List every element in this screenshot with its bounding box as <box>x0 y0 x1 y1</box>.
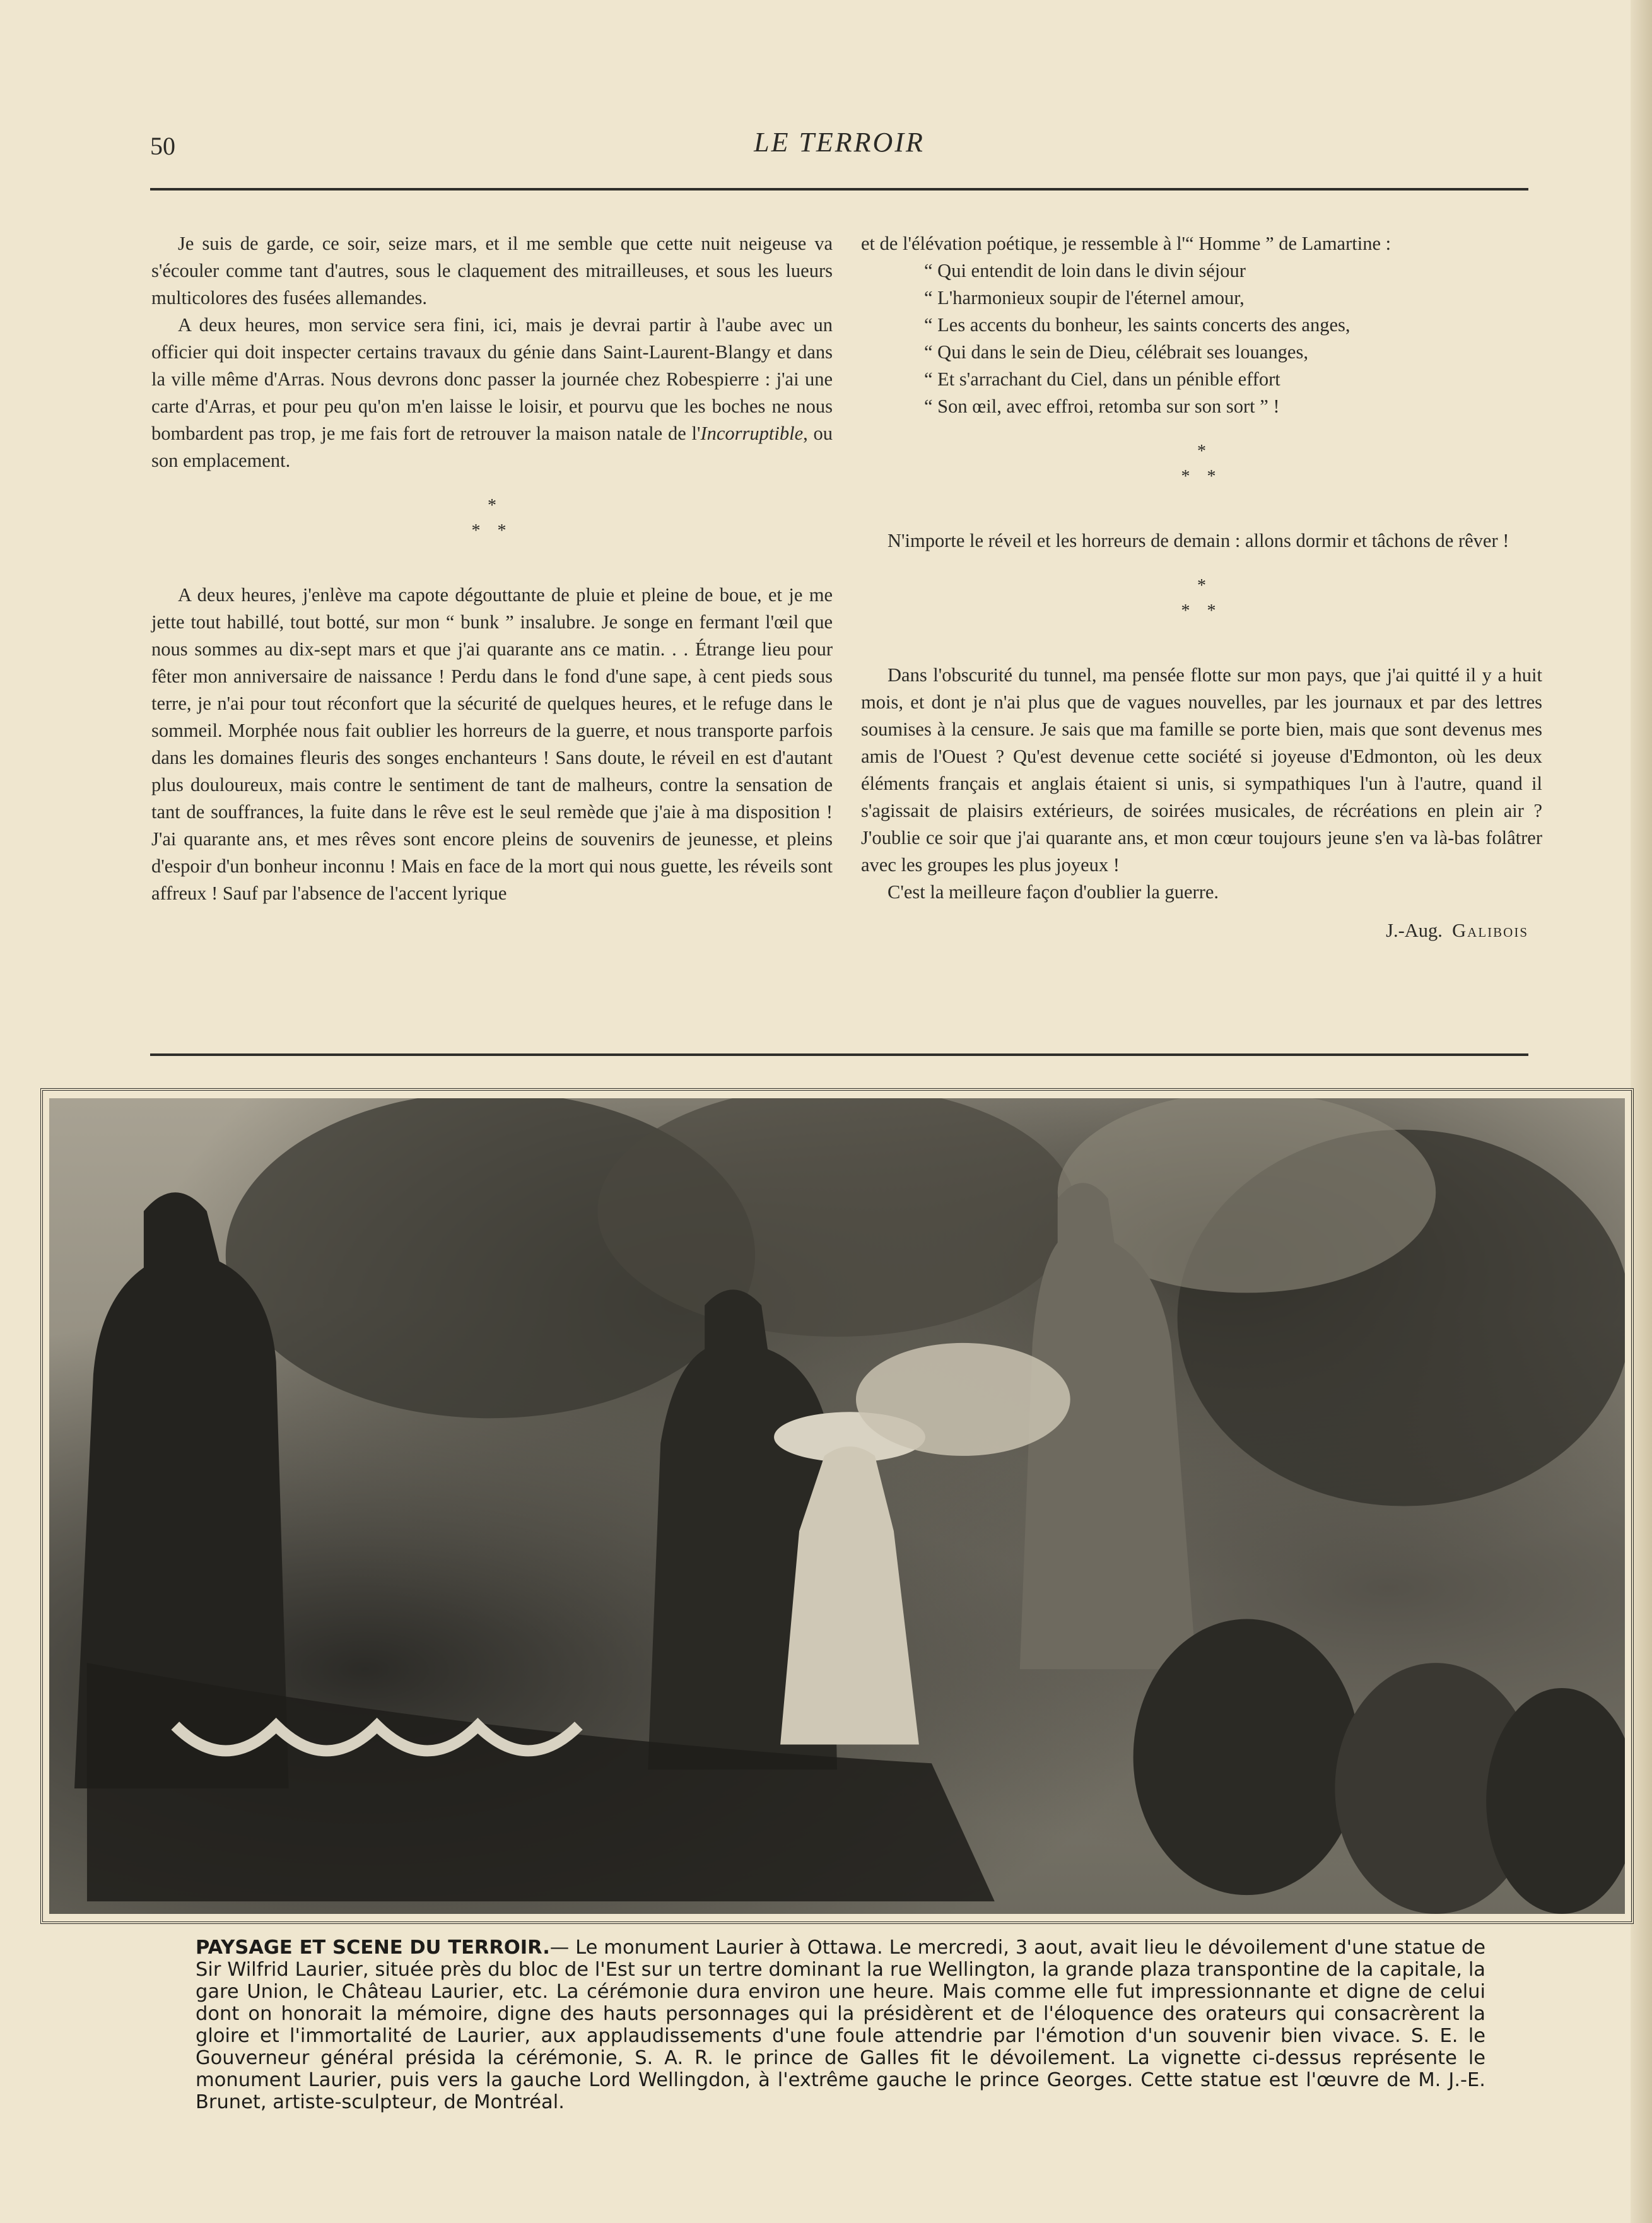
poem-line: “ Les accents du bonheur, les saints concerts des anges, <box>924 314 1350 336</box>
poem-quote <box>924 257 1542 420</box>
poem-line: “ L'harmonieux soupir de l'éternel amour, <box>924 287 1245 308</box>
poem-line: “ Et s'arrachant du Ciel, dans un pénible effort <box>924 368 1280 390</box>
paragraph: C'est la meilleure façon d'oublier la guerre. <box>888 881 1219 903</box>
photo-frame <box>40 1088 1634 1924</box>
paragraph: A deux heures, j'enlève ma capote dégouttante de pluie et pleine de boue, et je me jette tout habillé, tout botté, sur mon “ bunk ” insalubre. Je songe en fermant l'œil que nous sommes au dix-sept mars et que j'ai quarante ans ce matin. . . Étrange lieu pour fêter mon anniversaire de naissance ! Perdu dans le fond d'une sape, à cent pieds sous terre, je n'ai pour tout réconfort que la sécurité de quelques heures, et le refuge dans le sommeil. Morphée nous fait oublier les horreurs de la guerre, et nous transporte parfois dans les domaines fleuris des songes enchanteurs ! Sans doute, le réveil en est d'autant plus douloureux, mais contre le sentiment de tant de malheurs, contre la sensation de tant de souffrances, la fuite dans le rêve est le seul remède que j'aie à ma disposition ! J'ai quarante ans, et mes rêves sont encore pleins de souvenirs de jeunesse, et pleins d'espoir d'un bonheur inconnu ! Mais en face de la mort qui nous guette, les réveils sont affreux ! Sauf par l'absence de l'accent lyrique <box>151 584 833 904</box>
photo-caption <box>196 1937 1485 2113</box>
asterism: * * * <box>1181 576 1222 621</box>
paragraph: et de l'élévation poétique, je ressemble à l'“ Homme ” de Lamartine : <box>861 233 1391 254</box>
caption-title: PAYSAGE ET SCENE DU TERROIR. <box>196 1937 550 1959</box>
caption-text: — Le monument Laurier à Ottawa. Le mercredi, 3 aout, avait lieu le dévoilement d'une statue de Sir Wilfrid Laurier, située près du bloc de l'Est sur un tertre dominant la rue Wellington, la grande plaza transpontine de la capitale, la gare Union, le Château Laurier, etc. La cérémonie dura environ une heure. Mais comme elle fut impressionnante et digne de celui dont on honorait la mémoire, digne des hauts personnages qui la présidèrent et de l'éloquence des orateurs qui consacrèrent la gloire et l'immortalité de Laurier, aux applaudissements d'une foule attendrie par l'émotion d'un souvenir bien vivace. S. E. le Gouverneur général présida la cérémonie, S. A. R. le prince de Galles fit le dévoilement. La vignette ci-dessus représente le monument Laurier, puis vers la gauche Lord Wellingdon, à l'extrême gauche le prince Georges. Cette statue est l'œuvre de M. J.-E. Brunet, artiste-sculpteur, de Montréal. <box>196 1937 1485 2113</box>
header-rule <box>150 188 1528 191</box>
paragraph: N'importe le réveil et les horreurs de demain : allons dormir et tâchons de rêver ! <box>888 530 1509 551</box>
running-title: LE TERROIR <box>754 127 925 158</box>
paragraph: Dans l'obscurité du tunnel, ma pensée flotte sur mon pays, que j'ai quitté il y a huit mois, et dont je n'ai plus que de vagues nouvelles, par les journaux et par des lettres soumises à la censure. Je sais que ma famille se porte bien, mais que sont devenus mes amis de l'Ouest ? Qu'est devenue cette société si joyeuse d'Edmonton, où les deux éléments français et anglais étaient si unis, si sympathiques l'un à l'autre, quand il s'agissait de plaisirs extérieurs, de soirées musicales, de récréations en plein air ? J'oublie ce soir que j'ai quarante ans, et mon cœur toujours jeune s'en va là-bas folâtrer avec les groupes les plus joyeux ! <box>861 664 1542 876</box>
italic-term: Incorruptible <box>700 423 804 444</box>
page-header <box>150 126 1528 164</box>
paragraph: A deux heures, mon service sera fini, ici, mais je devrai partir à l'aube avec un officier qui doit inspecter certains travaux du génie dans Saint-Laurent-Blangy et dans la ville même d'Arras. Nous devrons donc passer la journée chez Robespierre : j'ai une carte d'Arras, et pour peu qu'on m'en laisse le loisir, et pourvu que les boches ne nous bombardent pas trop, je me fais fort de retrouver la maison natale de l'Incorruptible, ou son emplacement. <box>151 314 833 471</box>
author-signature: J.-Aug. Galibois <box>1386 920 1528 941</box>
asterism: * * * <box>1181 442 1222 486</box>
ceremony-photo <box>49 1098 1625 1914</box>
poem-line: “ Qui dans le sein de Dieu, célébrait ses louanges, <box>924 341 1308 363</box>
page-edge <box>1631 0 1652 2223</box>
page-number: 50 <box>150 132 175 160</box>
ceremony-photo-sketch <box>49 1098 1625 1914</box>
section-rule <box>150 1053 1528 1056</box>
poem-line: “ Son œil, avec effroi, retomba sur son sort ” ! <box>924 396 1280 417</box>
right-column <box>861 230 1542 944</box>
asterism: * * * <box>471 496 513 541</box>
paragraph: Je suis de garde, ce soir, seize mars, et il me semble que cette nuit neigeuse va s'écouler comme tant d'autres, sous le claquement des mitrailleuses, et sous les lueurs multicolores des fusées allemandes. <box>151 233 833 308</box>
poem-line: “ Qui entendit de loin dans le divin séjour <box>924 260 1246 281</box>
left-column <box>151 230 833 907</box>
